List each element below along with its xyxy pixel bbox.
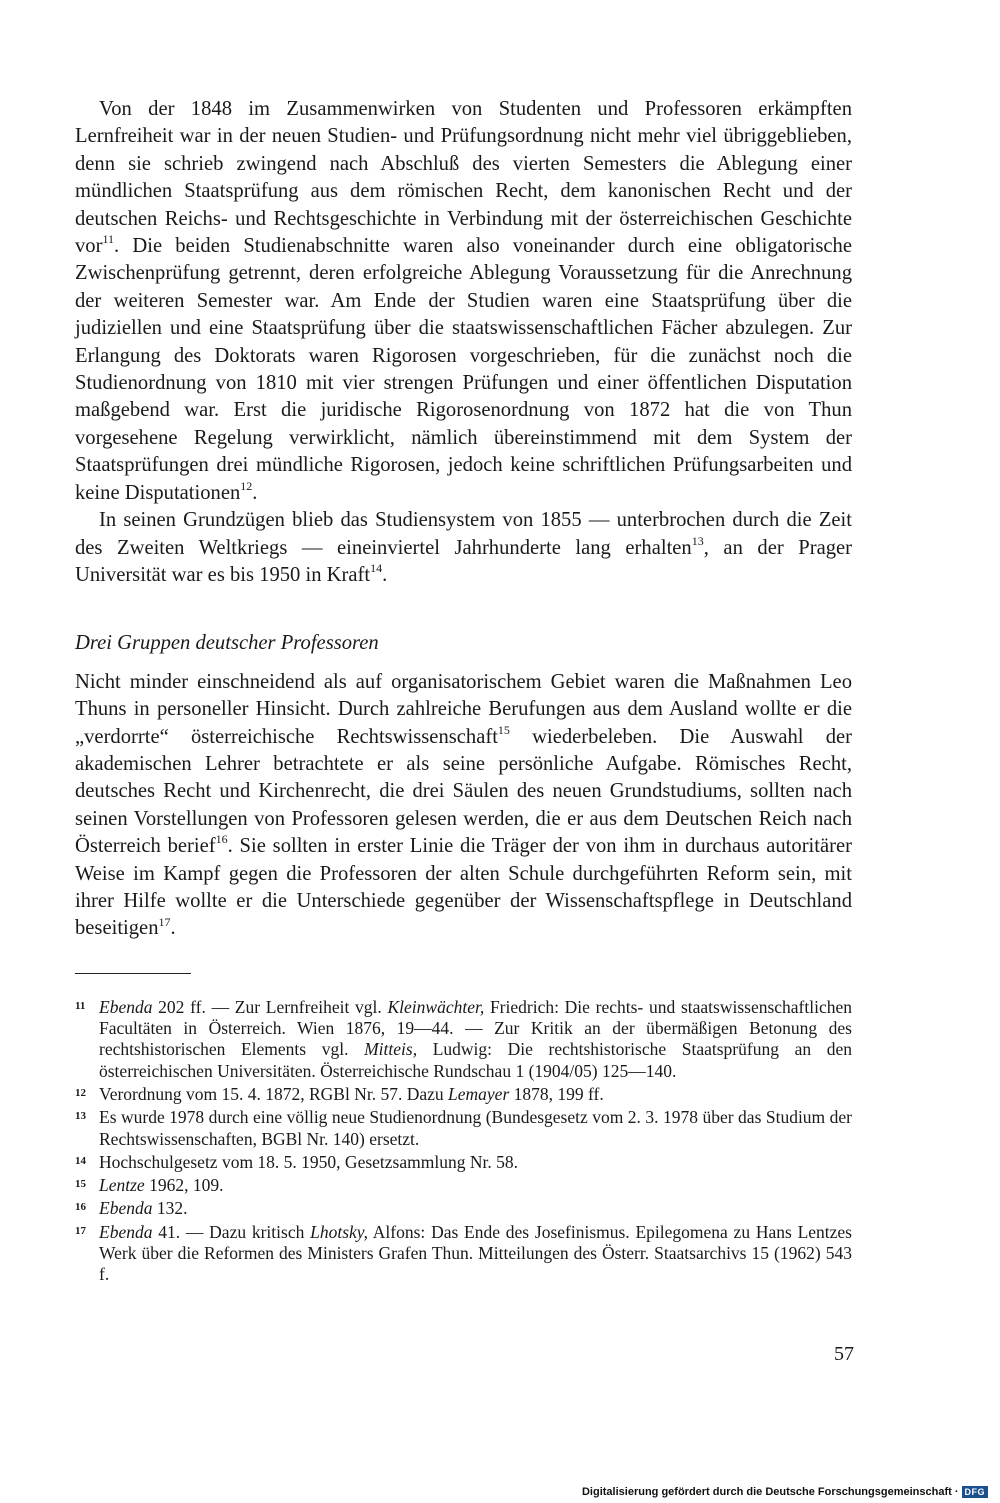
page-number: 57 [834, 1343, 854, 1365]
footnote-text: Verordnung vom 15. 4. 1872, RGBl Nr. 57. Dazu [99, 1083, 449, 1104]
footnote-text: Es wurde 1978 durch eine völlig neue Studienordnung (Bundesgesetz vom 2. 3. 1978 über das Studium der Rechtswissenschaften, BGBl Nr. 140) ersetzt. [99, 1107, 852, 1149]
footnote-author: Lentze [99, 1175, 145, 1196]
footnote-ref-16[interactable]: 16 [215, 832, 228, 847]
footnote-ref-15[interactable]: 15 [497, 722, 510, 737]
footnote-author: Mitteis, [364, 1039, 418, 1060]
footnote-author: Lhotsky, [310, 1221, 368, 1242]
footnote-author: Kleinwächter, [387, 996, 485, 1017]
footnote-13 [75, 1107, 852, 1150]
footnote-text: Friedrich: Die rechts- und staatswissenschaftlichen Facultäten in Österreich. Wien 1876, 19—44. — Zur Kritik an der übermäßigen Betonung des rechtshistorischen Elements vgl. [99, 996, 853, 1060]
footnote-12 [75, 1084, 852, 1105]
paragraph-text: Von der 1848 im Zusammenwirken von Studenten und Professoren erkämpften Lernfreiheit war in der neuen Studien- und Prüfungsordnung nicht mehr viel übriggeblieben, denn sie schrieb zwingend nach Abschluß des vierten Semesters die Ablegung einer mündlichen Staatsprüfung aus dem römischen Recht, dem kanonischen Recht und der deutschen Reichs- und Rechtsgeschichte in Verbindung mit der österreichischen Geschichte vor [75, 98, 852, 258]
footnote-ref-14[interactable]: 14 [370, 561, 383, 576]
footnote-text: 202 ff. — Zur Lernfreiheit vgl. [152, 996, 388, 1017]
paragraph-text: , an der Prager Universität war es bis 1950 in Kraft [75, 536, 853, 586]
footnote-17 [75, 1222, 852, 1286]
footnote-text: Hochschulgesetz vom 18. 5. 1950, Gesetzsammlung Nr. 58. [99, 1151, 518, 1172]
footnote-text: Ludwig: Die rechtshistorische Staatsprüfung an den österreichischen Universitäten. Österreichische Rundschau 1 (1904/05) 125—140. [99, 1039, 852, 1081]
paragraph-text: Nicht minder einschneidend als auf organisatorischem Gebiet waren die Maßnahmen Leo Thuns in personeller Hinsicht. Durch zahlreiche Berufungen aus dem Ausland wollte er die „verdorrte“ österreichische Rechtswissenschaft [75, 670, 852, 748]
paragraph-text: . [252, 481, 258, 504]
footnote-divider [75, 973, 191, 974]
paragraph-text: In seinen Grundzügen blieb das Studiensystem von 1855 — unterbrochen durch die Zeit des Zweiten Weltkriegs — eineinviertel Jahrhunderte lang erhalten [75, 509, 852, 559]
footnote-ref-17[interactable]: 17 [158, 914, 171, 929]
paragraph-text: . Sie sollten in erster Linie die Träger der von ihm in durchaus autoritärer Weise im Kampf gegen die Professoren der alten Schule durchgeführten Reform sein, mit ihrer Hilfe wollte er die Unterschiede gegenüber der Wissenschaftspflege in Deutschland beseitigen [75, 835, 852, 940]
footnote-text: 41. — Dazu kritisch [152, 1221, 311, 1242]
footnote-number: 14 [75, 1154, 86, 1167]
footnote-text: 1878, 199 ff. [509, 1083, 604, 1104]
footnote-15 [75, 1175, 852, 1196]
dfg-logo-icon: DFG [962, 1486, 989, 1498]
footnote-number: 13 [75, 1110, 86, 1123]
footnote-text: Alfons: Das Ende des Josefinismus. Epilegomena zu Hans Lentzes Werk über die Reformen des Ministers Grafen Thun. Mitteilungen des Österr. Staatsarchivs 15 (1962) 543 f. [99, 1221, 852, 1285]
footnote-number: 11 [75, 999, 86, 1012]
footnote-14 [75, 1152, 852, 1173]
footnote-source: Ebenda [99, 1221, 153, 1242]
footnote-source: Ebenda [99, 996, 153, 1017]
body-paragraph-1 [75, 96, 852, 507]
page-content [75, 96, 852, 1288]
footnote-16 [75, 1198, 852, 1219]
paragraph-text: . Die beiden Studienabschnitte waren also voneinander durch eine obligatorische Zwischenprüfung getrennt, deren erfolgreiche Ablegung Voraussetzung für die Anrechnung der weiteren Semester war. Am Ende der Studien waren eine Staatsprüfung über die judiziellen und eine Staatsprüfung über die staatswissenschaftlichen Fächer abzulegen. Zur Erlangung des Doktorats waren Rigorosen vorgeschrieben, für die zunächst noch die Studienordnung von 1810 mit vier strengen Prüfungen und einer öffentlichen Disputation maßgebend war. Erst die juridische Rigorosenordnung von 1872 hat die von Thun vorgesehene Regelung verwirklicht, nämlich übereinstimmend mit dem System der Staatsprüfungen drei mündliche Rigorosen, jedoch keine schriftlichen Prüfungsarbeiten und keine Disputationen [75, 235, 852, 504]
paragraph-text: wiederbeleben. Die Auswahl der akademischen Lehrer betrachtete er als seine persönliche Aufgabe. Römisches Recht, deutsches Recht und Kirchenrecht, die drei Säulen des neuen Grundstudiums, sollten nach seinen Vorstellungen von Professoren gelesen werden, die er aus dem Deutschen Reich nach Österreich berief [75, 725, 853, 858]
footer-text: Digitalisierung gefördert durch die Deutsche Forschungsgemeinschaft · [581, 1486, 959, 1498]
footnote-author: Lemayer [448, 1083, 510, 1104]
footnote-number: 12 [75, 1086, 86, 1099]
section-heading: Drei Gruppen deutscher Professoren [75, 632, 379, 655]
footnote-source: Ebenda [99, 1198, 153, 1219]
body-paragraph-3 [75, 669, 852, 943]
footnote-ref-13[interactable]: 13 [691, 533, 704, 548]
footnote-number: 15 [75, 1178, 86, 1191]
footnote-number: 17 [75, 1224, 86, 1237]
paragraph-text: . [170, 917, 176, 940]
footnote-11 [75, 997, 852, 1082]
paragraph-text: . [382, 563, 388, 586]
body-paragraph-2 [75, 507, 852, 589]
footnote-text: 1962, 109. [144, 1175, 224, 1196]
footnote-ref-12[interactable]: 12 [240, 478, 253, 493]
footnote-ref-11[interactable]: 11 [102, 232, 115, 247]
footnote-text: 132. [152, 1198, 188, 1219]
digitization-footer [582, 1486, 988, 1498]
footnote-number: 16 [75, 1201, 86, 1214]
